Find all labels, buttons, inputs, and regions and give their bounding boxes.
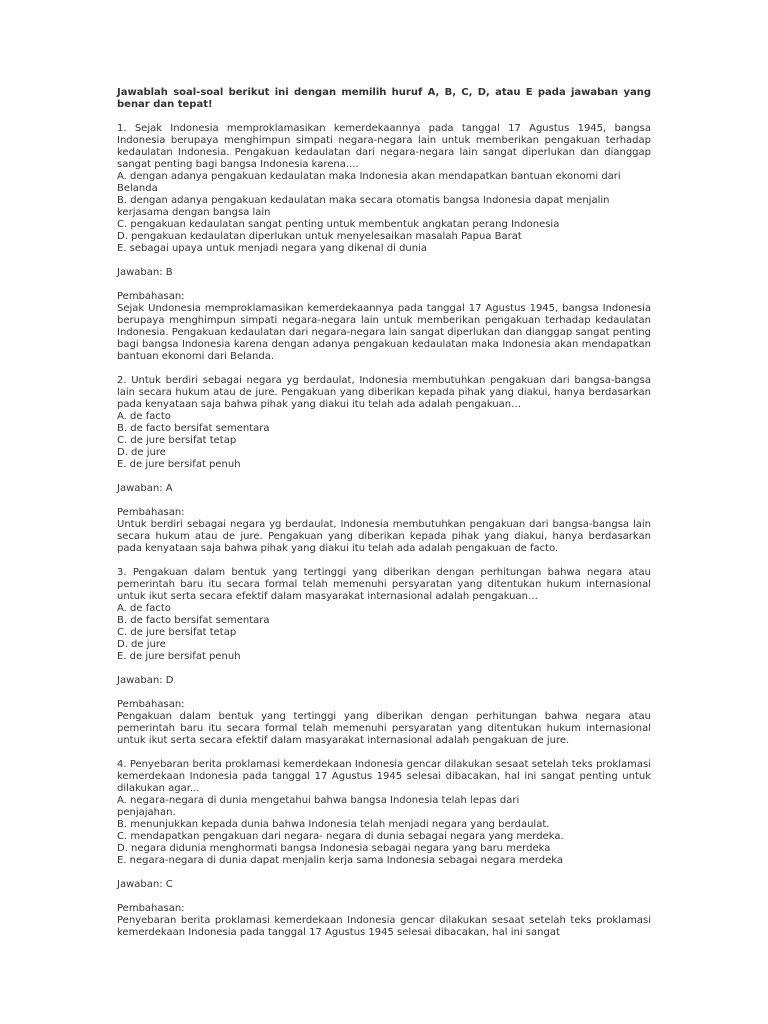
option-list [117,171,651,255]
question-text: 2. Untuk berdiri sebagai negara yg berdaulat, Indonesia membutuhkan pengakuan dari bangsa-bangsa lain secara hukum atau de jure. Pengakuan yang diberikan kepada pihak yang diakui, hanya berdasarkan pada kenyataan saja bahwa pihak yang diakui itu telah ada adalah pengakuan… [117,375,651,410]
option-b: B. de facto bersifat sementara [117,615,270,626]
option-d: D. negara didunia menghormati bangsa Indonesia sebagai negara yang baru merdeka [117,843,551,854]
discussion-label: Pembahasan: [117,903,185,914]
question-block-4 [117,759,651,939]
answer-key: Jawaban: A [117,483,173,494]
discussion-text: Sejak Undonesia memproklamasikan kemerdekaannya pada tanggal 17 Agustus 1945, bangsa Indonesia berupaya menghimpun simpati negara-negara lain untuk memberikan pengakuan terhadap kedaulatan Indonesia. Pengakuan kedaulatan dari negara-negara lain sangat diperlukan dan dianggap sangat penting bagi bangsa Indonesia karena dengan adanya pengakuan kedaulatan maka Indonesia akan mendapatkan bantuan ekonomi dari Belanda. [117,303,651,362]
discussion-label: Pembahasan: [117,699,185,710]
question-block-2 [117,375,651,555]
option-list [117,795,651,867]
document-body [117,87,651,939]
question-text: 3. Pengakuan dalam bentuk yang tertinggi yang diberikan dengan perhitungan bahwa negara atau pemerintah baru itu secara formal telah memenuhi persyaratan yang ditentukan hukum internasional untuk ikut serta secara efektif dalam masyarakat internasional adalah pengakuan… [117,567,651,602]
answer-key: Jawaban: B [117,267,173,278]
option-a-continued: penjajahan. [117,807,176,818]
question-text: 4. Penyebaran berita proklamasi kemerdekaan Indonesia gencar dilakukan sesaat setelah teks proklamasi kemerdekaan Indonesia pada tanggal 17 Agustus 1945 selesai dibacakan, hal ini sangat penting untuk dilakukan agar... [117,759,651,794]
answer-key: Jawaban: D [117,675,174,686]
option-b: B. dengan adanya pengakuan kedaulatan maka secara otomatis bangsa Indonesia dapat menjalin kerjasama dengan bangsa lain [117,195,610,218]
answer-key: Jawaban: C [117,879,173,890]
option-d: D. pengakuan kedaulatan diperlukan untuk menyelesaikan masalah Papua Barat [117,231,522,242]
option-a: A. de facto [117,411,171,422]
discussion-text: Penyebaran berita proklamasi kemerdekaan Indonesia gencar dilakukan sesaat setelah teks proklamasi kemerdekaan Indonesia pada tanggal 17 Agustus 1945 selesai dibacakan, hal ini sangat [117,915,651,938]
option-e: E. negara-negara di dunia dapat menjalin kerja sama Indonesia sebagai negara merdeka [117,855,563,866]
option-list [117,603,651,663]
option-c: C. pengakuan kedaulatan sangat penting untuk membentuk angkatan perang Indonesia [117,219,560,230]
option-c: C. mendapatkan pengakuan dari negara- negara di dunia sebagai negara yang merdeka. [117,831,564,842]
option-list [117,411,651,471]
option-a: A. de facto [117,603,171,614]
option-a: A. negara-negara di dunia mengetahui bahwa bangsa Indonesia telah lepas dari [117,795,520,806]
option-d: D. de jure [117,447,166,458]
discussion-text: Untuk berdiri sebagai negara yg berdaulat, Indonesia membutuhkan pengakuan dari bangsa-bangsa lain secara hukum atau de jure. Pengakuan yang diberikan kepada pihak yang diakui, hanya berdasarkan pada kenyataan saja bahwa pihak yang diakui itu telah ada adalah pengakuan de facto. [117,519,651,554]
option-b: B. menunjukkan kepada dunia bahwa Indonesia telah menjadi negara yang berdaulat. [117,819,550,830]
question-text: 1. Sejak Indonesia memproklamasikan kemerdekaannya pada tanggal 17 Agustus 1945, bangsa Indonesia berupaya menghimpun simpati negara-negara lain untuk memberikan pengakuan terhadap kedaulatan Indonesia. Pengakuan kedaulatan dari negara-negara lain sangat diperlukan dan dianggap sangat penting bagi bangsa Indonesia karena.... [117,123,651,170]
option-d: D. de jure [117,639,166,650]
discussion-label: Pembahasan: [117,507,185,518]
option-c: C. de jure bersifat tetap [117,627,237,638]
option-a: A. dengan adanya pengakuan kedaulatan maka Indonesia akan mendapatkan bantuan ekonomi dari Belanda [117,171,621,194]
option-e: E. de jure bersifat penuh [117,651,241,662]
option-e: E. sebagai upaya untuk menjadi negara yang dikenal di dunia [117,243,427,254]
discussion-label: Pembahasan: [117,291,185,302]
instruction-heading: Jawablah soal-soal berikut ini dengan memilih huruf A, B, C, D, atau E pada jawaban yang benar dan tepat! [117,87,651,110]
option-e: E. de jure bersifat penuh [117,459,241,470]
question-block-3 [117,567,651,747]
option-c: C. de jure bersifat tetap [117,435,237,446]
option-b: B. de facto bersifat sementara [117,423,270,434]
discussion-text: Pengakuan dalam bentuk yang tertinggi yang diberikan dengan perhitungan bahwa negara atau pemerintah baru itu secara formal telah memenuhi persyaratan yang ditentukan hukum internasional untuk ikut serta secara efektif dalam masyarakat internasional adalah pengakuan de jure. [117,711,651,746]
question-block-1 [117,123,651,363]
